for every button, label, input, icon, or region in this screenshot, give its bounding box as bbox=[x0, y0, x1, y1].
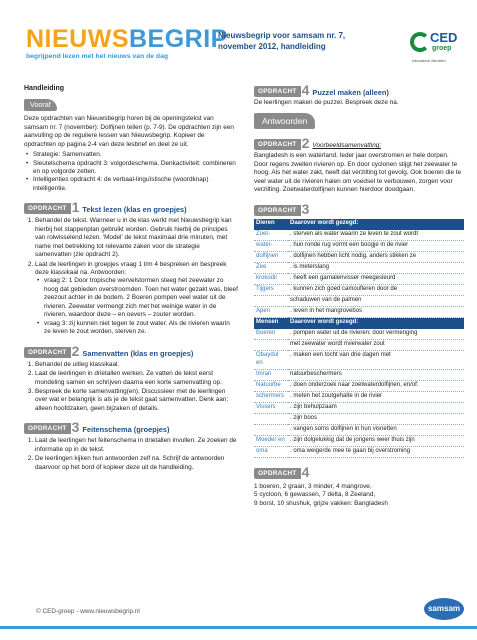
table-row: dolfijnen . dolfijnen hebben licht nodig, anders stikken ze bbox=[254, 252, 464, 263]
list-item: • Strategie: Samenvatten. bbox=[33, 151, 238, 159]
samsam-logo: samsam bbox=[424, 598, 464, 620]
puzzel-antwoorden bbox=[254, 483, 464, 508]
answer-line: 1 boeren, 2 graan, 3 minder, 4 mangrove, bbox=[254, 483, 372, 491]
title-line-1: Nieuwsbegrip voor samsam nr. 7, bbox=[218, 31, 346, 40]
table-row: . vangen soms dolfijnen in hun visnetten bbox=[254, 425, 464, 436]
logo-tagline: begrijpend lezen met het nieuws van de dag bbox=[26, 53, 169, 60]
list-item: 2. Laat de leerlingen in drietallen werken. Ze vatten de tekst eerst mondeling samen en schrijven daarna een korte samenvatting op. bbox=[35, 370, 238, 387]
intro-bullets bbox=[24, 151, 238, 193]
table-row: Imran natuurbeschermers bbox=[254, 370, 464, 381]
section-heading: Handleiding bbox=[24, 85, 65, 92]
antwoord-4-header bbox=[254, 466, 464, 479]
opdracht-1-header bbox=[24, 201, 238, 214]
logo-prefix: NIEUWS bbox=[26, 25, 129, 53]
answer-line: 5 cycloon, 6 gewassen, 7 delta, 8 Zeeland, bbox=[254, 491, 376, 499]
opdracht-badge: OPDRACHT 4 bbox=[254, 84, 309, 97]
table-row: schaduwen van de palmen bbox=[254, 296, 464, 307]
opdracht-4-header bbox=[254, 84, 464, 97]
ced-ring-icon bbox=[410, 32, 430, 52]
opdracht-1-list bbox=[24, 217, 238, 336]
opdracht-2-list bbox=[24, 361, 238, 414]
list-item: 1. Laat de leerlingen het feitenschema in drietallen invullen. Ze zoeken de informatie op in de tekst. bbox=[35, 437, 238, 454]
list-item: • vraag 3: zij kunnen niet tegen te zout water. Als de rivieren waarin ze leven te zout worden, sterven ze. bbox=[44, 320, 238, 337]
opdracht-title: Tekst lezen (klas en groepjes) bbox=[82, 205, 187, 215]
opdracht-badge: OPDRACHT 2 bbox=[254, 137, 309, 150]
title-line-2: november 2012, handleiding bbox=[218, 42, 326, 51]
ced-logo bbox=[410, 28, 466, 68]
nieuwsbegrip-logo bbox=[26, 25, 228, 62]
opdracht-title: Feitenschema (groepjes) bbox=[82, 425, 170, 435]
list-item: • vraag 2: 1 Door tropische wervelstormen steeg het zeewater zo hoog dat gebieden overstroomden. Toen het water gezakt was, bleef zeezout achter in de bodem. 2 Boeren pompen veel water uit de rivieren. Zeewater vermengt zich met het weinige water in de rivieren, waardoor deze – en oevers – zouter worden. bbox=[44, 277, 238, 319]
ced-name: CED bbox=[430, 30, 458, 45]
answer-line: 9 borst, 10 shushuk, grijze vakken: Bangladesh bbox=[254, 499, 388, 507]
footer-stripe bbox=[0, 626, 477, 629]
table-row: Boeren . pompen water uit de rivieren; door vermenging bbox=[254, 329, 464, 340]
right-column bbox=[254, 84, 464, 508]
list-item: 1. Behandel de tekst. Wanneer u in de klas werkt met Nieuwsbegrip kan hierbij het stappenplan gebruikt worden. Gebruik hierbij de principes van rolwisselend lezen. 'Model' de tekst maximaal drie minuten, met name met betrekking tot relevante zaken voor de strategie samenvatten (zie opdracht 2). bbox=[35, 217, 238, 259]
feitenschema-table bbox=[254, 219, 464, 458]
antwoorden-label: Antwoorden bbox=[254, 113, 315, 129]
table-row: schermers . meten het zoutgehalte in de rivier bbox=[254, 392, 464, 403]
antwoord-2-header bbox=[254, 137, 464, 150]
list-item: • Intelligenties opdracht 4: de verbaal-linguïstische (woordknap) intelligentie. bbox=[33, 176, 238, 193]
opdracht-badge: OPDRACHT 3 bbox=[254, 203, 309, 216]
opdracht-badge: OPDRACHT 3 bbox=[24, 421, 79, 434]
logo-suffix: BEGRIP bbox=[129, 25, 228, 53]
footer-copyright: © CED-groep - www.nieuwsbegrip.nl bbox=[36, 608, 140, 615]
opdracht-4-text: De leerlingen maken de puzzel. Bespreek deze na. bbox=[254, 99, 399, 106]
opdracht-2-header bbox=[24, 342, 238, 359]
table-row: oma . oma weigerde mee te gaan bij overstroming bbox=[254, 447, 464, 458]
ced-groep: groep bbox=[432, 45, 452, 52]
opdracht-badge: OPDRACHT 1 bbox=[24, 201, 79, 214]
list-item: • Sleutelschema opdracht 3: volgordeschema. Denkactiviteit: combineren en op volgorde zetten. bbox=[33, 160, 238, 177]
document-title bbox=[218, 30, 408, 52]
opdracht-3-header bbox=[24, 421, 238, 434]
table-row: . zijn boos bbox=[254, 414, 464, 425]
table-row: water- . hun ronde rug vormt een boogje in de rivier bbox=[254, 241, 464, 252]
table-row: Apen . leven in het mangrovebos bbox=[254, 307, 464, 318]
table-header-row: Mensen Daarover wordt gezegd: bbox=[254, 318, 464, 329]
answers-list bbox=[35, 277, 238, 336]
table-row: Obaydul en . maken een tocht van drie dagen met bbox=[254, 351, 464, 370]
list-item: 3. Bespreek de korte samenvatting(en). Discussieer met de leerlingen over wat er belangrijk is als je de tekst gaat samenvatten. Denk aan: alleen hoofdzaken, geen bijzaken of details. bbox=[35, 388, 238, 413]
opdracht-title: Puzzel maken (alleen) bbox=[312, 88, 389, 97]
table-row: Moeder en . zijn dolgelukkig dat de jongens weer thuis zijn bbox=[254, 436, 464, 447]
opdracht-3-list bbox=[24, 437, 238, 472]
voorbeeld-samenvatting: Bangladesh is een waterland. Ieder jaar overstromen er hele dorpen. Door regens zwellen rivieren op. En door cyclonen stijgt het zeewater te hoog. Als het water zakt, heeft dat verzilting tot gevolg. Ook boeren die te veel water uit de rivieren halen om voedsel te verbouwen, zorgen voor verzilting. Zoetwaterdolfijnen kunnen hierdoor doodgaan. bbox=[254, 152, 462, 194]
table-row: Zoet- . sterven als water waarin ze leven te zout wordt bbox=[254, 230, 464, 241]
table-header-row: Dieren Daarover wordt gezegd: bbox=[254, 219, 464, 230]
list-item: 1. Behandel de uitleg klassikaal. bbox=[35, 361, 238, 369]
vooraf-label: Vooraf bbox=[24, 99, 57, 111]
antwoord-3-header bbox=[254, 200, 464, 217]
list-item: 2. Laat de leerlingen in groepjes vraag 1 t/m 4 bespreken en bespreek deze klassikaal na. Antwoorden: • vraag 2: 1 Door tropische wervelstormen steeg het zeewater zo hoog dat gebieden overstroomden. Toen het water gezakt was, bleef zeezout achter in de bodem. 2 Boeren pompen veel water uit de rivieren. Zeewater vermengt zich met het weinige water in de rivieren, waardoor deze – en oevers – zouter worden. • vraag 3: zij kunnen niet tegen te zout water. Als de rivieren waarin ze leven te zout worden, sterven ze. bbox=[35, 261, 238, 337]
ced-subtitle: educatieve diensten bbox=[412, 59, 446, 63]
voorbeeld-label: Voorbeeldsamenvatting: bbox=[312, 142, 382, 149]
table-row: Zee . is meterslang bbox=[254, 263, 464, 274]
opdracht-title: Samenvatten (klas en groepjes) bbox=[82, 348, 194, 358]
table-row: Vissers . zijn behulpzaam bbox=[254, 403, 464, 414]
left-column bbox=[24, 84, 238, 473]
intro-text: Deze opdrachten van Nieuwsbegrip horen bij de openingstekst van samsam nr. 7 (november): Dolfijnen tellen (p. 7-9). De opdrachten zijn een aanvulling op de reguliere lessen van Nieuwsbegrip. Kopieer de opdrachten op pagina 2-4 van deze lesbrief en deel ze uit. bbox=[24, 115, 234, 148]
table-row: krokodil . heeft een garnalenvisser meegesleurd bbox=[254, 274, 464, 285]
table-row: Natuurbe . doen onderzoek naar zoetwaterdolfijnen, en/of: bbox=[254, 381, 464, 392]
opdracht-badge: OPDRACHT 4 bbox=[254, 466, 309, 479]
page-header bbox=[0, 0, 477, 72]
opdracht-badge: OPDRACHT 2 bbox=[24, 345, 79, 358]
table-row: Tijgers . kunnen zich goed camoufleren door de bbox=[254, 285, 464, 296]
list-item: 2. De leerlingen kijken hun antwoorden zelf na. Schrijf de antwoorden daarvoor op het bord óf kopieer deze uit de handleiding. bbox=[35, 455, 238, 472]
table-row: met zeewater wordt rivierwater zout bbox=[254, 340, 464, 351]
